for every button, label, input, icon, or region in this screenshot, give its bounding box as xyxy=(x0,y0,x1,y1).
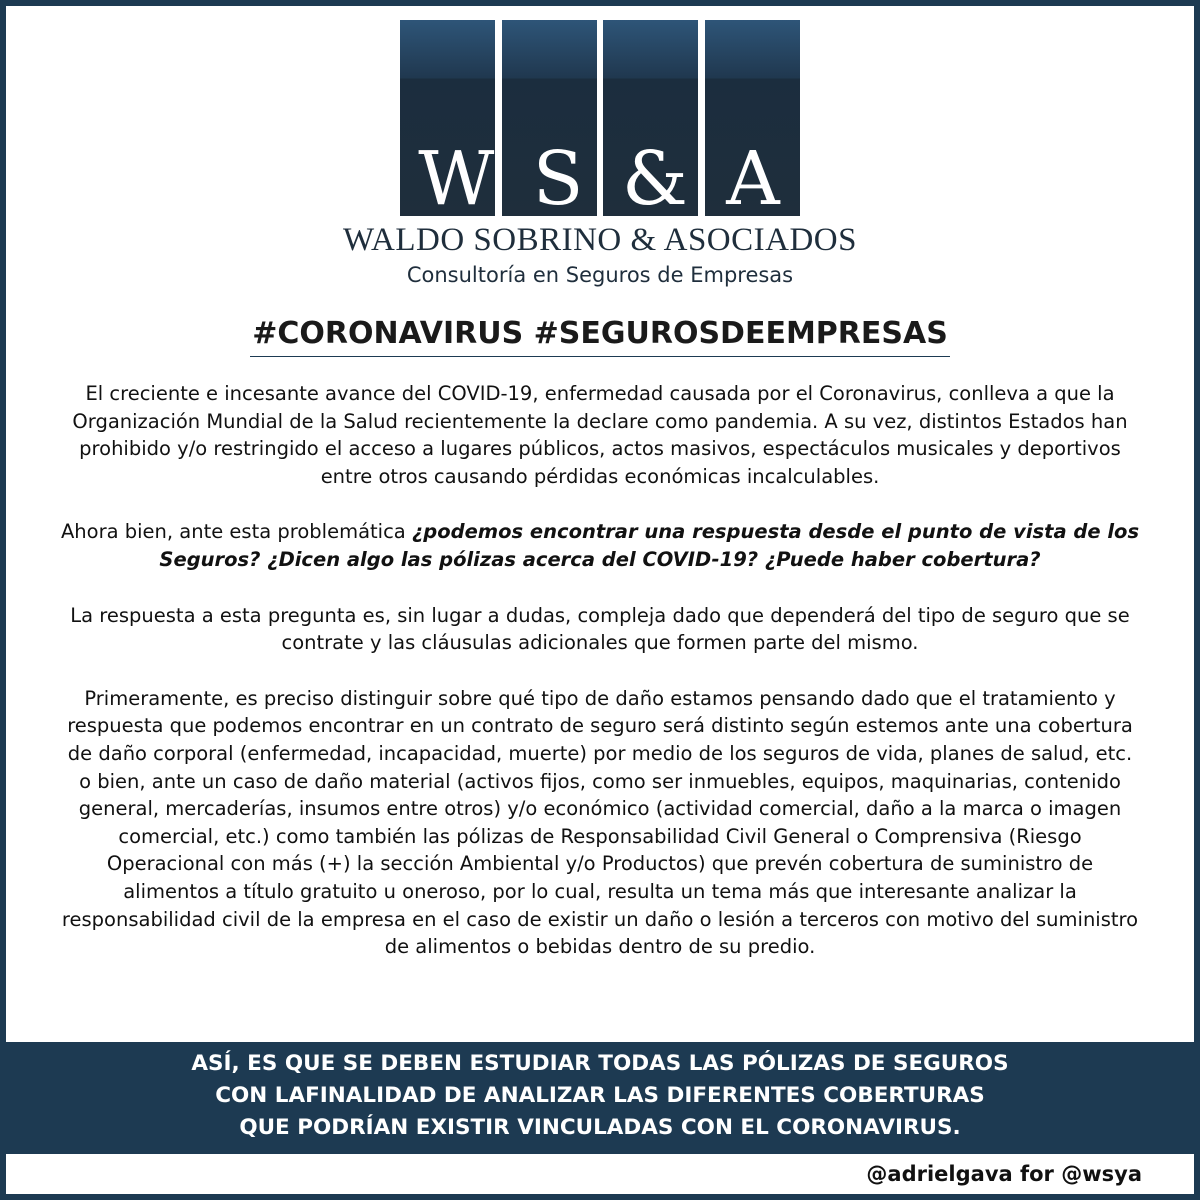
conclusion-line: QUE PODRÍAN EXISTIR VINCULADAS CON EL CORONAVIRUS. xyxy=(239,1115,961,1140)
paragraph-answer: La respuesta a esta pregunta es, sin lugar a dudas, compleja dado que dependerá del tipo de seguro que se contrate y las cláusulas adicionales que formen parte del mismo. xyxy=(70,603,1130,655)
paragraph-question xyxy=(60,518,1140,573)
logo-letter-w: W xyxy=(418,136,497,222)
company-name: WALDO SOBRINO & ASOCIADOS xyxy=(343,222,857,258)
question-highlight: ¿podemos encontrar una respuesta desde el punto de vista de los Seguros? ¿Dicen algo las pólizas acerca del COVID-19? ¿Puede haber cobertura? xyxy=(159,520,1140,571)
article-body xyxy=(60,380,1140,961)
heading-divider xyxy=(250,356,950,357)
company-tagline: Consultoría en Seguros de Empresas xyxy=(406,263,794,287)
logo-letters xyxy=(400,136,800,222)
hashtag-heading: #CORONAVIRUS #SEGUROSDEEMPRESAS xyxy=(252,316,948,351)
paragraph-detail: Primeramente, es preciso distinguir sobre qué tipo de daño estamos pensando dado que el tratamiento y respuesta que podemos encontrar en un contrato de seguro será distinto según estemos ante una cobertura de daño corporal (enfermedad, incapacidad, muerte) por medio de los seguros de vida, planes de salud, etc. o bien, ante un caso de daño material (activos fijos, como ser inmuebles, equipos, maquinarias, contenido general, mercaderías, insumos entre otros) y/o económico (actividad comercial, daño a la marca o imagen comercial, etc.) como también las pólizas de Responsabilidad Civil General o Comprensiva (Riesgo Operacional con más (+) la sección Ambiental y/o Productos) que prevén cobertura de suministro de alimentos a título gratuito u oneroso, por lo cual, resulta un tema más que interesante analizar la responsabilidad civil de la empresa en el caso de existir un daño o lesión a terceros con motivo del suministro de alimentos o bebidas dentro de su predio. xyxy=(61,686,1139,959)
conclusion-line: ASÍ, ES QUE SE DEBEN ESTUDIAR TODAS LAS PÓLIZAS DE SEGUROS xyxy=(191,1051,1009,1076)
conclusion-text xyxy=(100,1048,1100,1144)
author-credit: @adrielgava for @wsya xyxy=(866,1162,1142,1186)
logo-letter-s: S xyxy=(532,136,586,222)
logo-letter-ampersand: & xyxy=(621,136,690,222)
question-lead-in: Ahora bien, ante esta problemática xyxy=(60,520,412,544)
conclusion-line: CON LAFINALIDAD DE ANALIZAR LAS DIFERENTES COBERTURAS xyxy=(215,1083,985,1108)
paragraph-intro: El creciente e incesante avance del COVID-19, enfermedad causada por el Coronavirus, conlleva a que la Organización Mundial de la Salud recientemente la declare como pandemia. A su vez, distintos Estados han prohibido y/o restringido el acceso a lugares públicos, actos masivos, espectáculos musicales y deportivos entre otros causando pérdidas económicas incalculables. xyxy=(72,382,1128,488)
company-logo xyxy=(400,20,800,222)
logo-letter-a: A xyxy=(726,136,782,222)
